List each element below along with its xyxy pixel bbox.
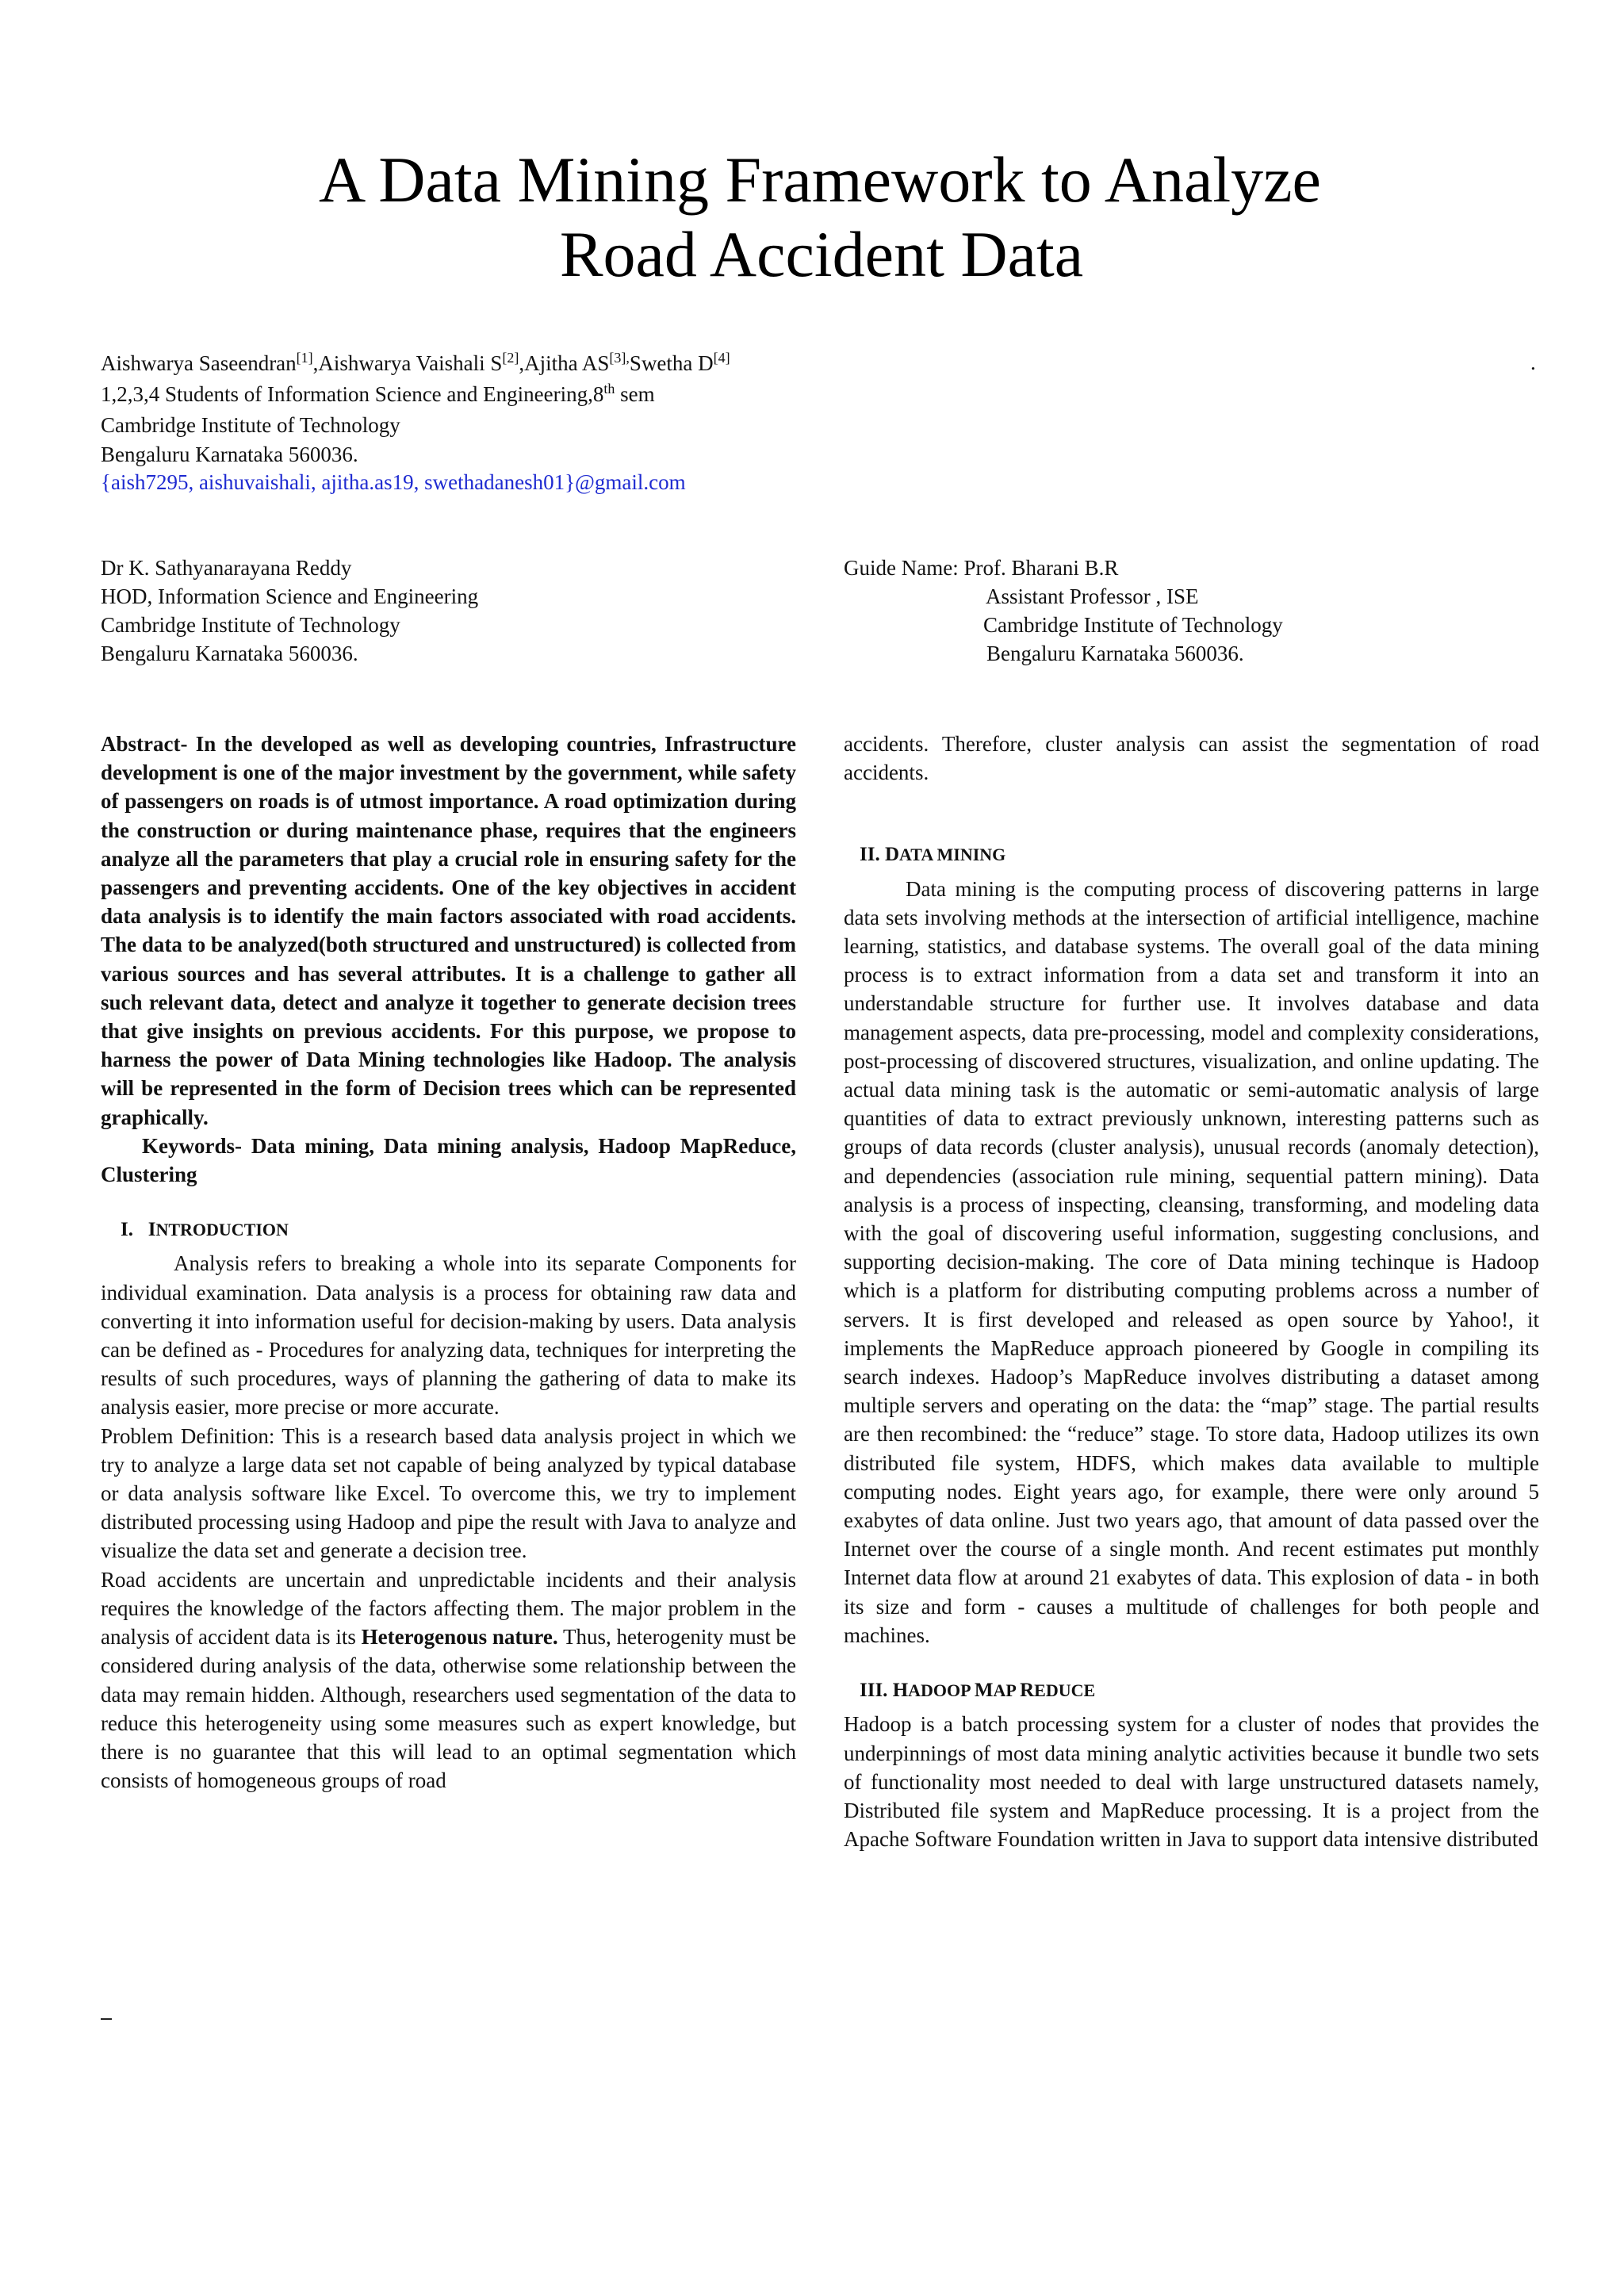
author-2: ,Aishwarya Vaishali S [312,351,503,375]
affiliation-sup: th [603,381,615,397]
author-1-ref: [1] [296,350,313,366]
left-column [101,730,796,1795]
section-1-rest: NTRODUCTION [155,1220,289,1240]
author-1: Aishwarya Saseendran [101,351,297,375]
affiliation-sem: sem [615,382,655,406]
author-3-ref: [3], [609,350,630,366]
intro-paragraph-2: Problem Definition: This is a research based data analysis project in which we try to analyze a large data set not capable of being analyzed by typical database or data analysis software like Excel. To overcome this, we try to implement distributed processing using Hadoop and pipe the result with Java to analyze and visualize the data set and generate a decision tree. [101,1423,796,1563]
title-line-1: A Data Mining Framework to Analyze [319,144,1321,216]
section-3-rest-1: ADOOP [908,1680,975,1701]
hod-city: Bengaluru Karnataka 560036. [101,642,358,665]
hod-name: Dr K. Sathyanarayana Reddy [101,556,352,580]
section-3-rest-2: AP [993,1680,1021,1701]
hod-institute: Cambridge Institute of Technology [101,613,400,637]
guide-city: Bengaluru Karnataka 560036. [986,642,1244,665]
title-line-2: Road Accident Data [559,218,1084,290]
student-affiliation [101,374,655,408]
author-list [101,343,730,377]
section-3-rest-3: EDUCE [1034,1680,1096,1701]
section-2-number: II. [860,844,880,866]
page-dash-mark [101,2018,112,2020]
intro-p3-start: Road accidents are uncertain and unpredictable incidents and their analysis requires the knowledge of the factors affecting them. The major problem in the analysis of accident data is its [101,1567,796,1649]
author-3: ,Ajitha AS [519,351,610,375]
author-4: Swetha D [629,351,714,375]
author-2-ref: [2] [502,350,519,366]
keywords: Keywords- Data mining, Data mining analysis, Hadoop MapReduce, Clustering [101,1133,796,1187]
section-3-number: III. [860,1680,888,1702]
affiliation-text: 1,2,3,4 Students of Information Science and Engineering,8 [101,382,604,406]
guide-institute: Cambridge Institute of Technology [983,613,1283,637]
section-2-initial: D [884,844,900,866]
intro-p3-bold: Heterogenous nature. [361,1625,558,1649]
section-3-initial-2: M [974,1680,994,1702]
intro-p3-end: Thus, heterogenity must be considered during analysis of the data, otherwise some relationship between the data may remain hidden. Although, researchers used segmentation of the data to reduce this heterogeneity using some measures such as expert knowledge, but there is no guarantee that this will lead to an optimal segmentation which consists of homogeneous groups of road [101,1625,797,1793]
section-heading-introduction [101,1216,796,1244]
intro-paragraph-1: Analysis refers to breaking a whole into its separate Components for individual examination. Data analysis is a process for obtaining raw data and converting it into information useful for decision-making by users. Data analysis can be defined as - Procedures for analyzing data, techniques for interpreting the results of such procedures, ways of planning the gathering of data to make its analysis easier, more precise or more accurate. [101,1251,796,1420]
student-institute: Cambridge Institute of Technology [101,413,400,437]
section-1-initial: I [147,1219,156,1241]
author-emails: {aish7295, aishuvaishali, ajitha.as19, swethadanesh01}@gmail.com [101,470,686,494]
trailing-dot: . [1530,351,1536,374]
section-1-number: I. [121,1219,133,1241]
guide-role: Assistant Professor , ISE [986,584,1199,608]
guide-name: Guide Name: Prof. Bharani B.R [844,556,1119,580]
intro-continuation: accidents. Therefore, cluster analysis can assist the segmentation of road accidents. [844,732,1539,785]
right-column [844,730,1539,1853]
abstract: Abstract- In the developed as well as developing countries, Infrastructure development is one of the major investment by the government, while safety of passengers on roads is of utmost importance. A road optimization during the construction or during maintenance phase, requires that the engineers analyze all the parameters that play a crucial role in ensuring safety for the passengers and preventing accidents. One of the key objectives in accident data analysis is to identify the main factors associated with road accidents. The data to be analyzed(both structured and unstructured) is collected from various sources and has several attributes. It is a challenge to gather all such relevant data, detect and analyze it together to generate decision trees that give insights on previous accidents. For this purpose, we propose to harness the power of Data Mining technologies like Hadoop. The analysis will be represented in the form of Decision trees which can be represented graphically. [101,732,796,1129]
section-2-rest: ATA MINING [899,845,1006,865]
section-heading-hadoop [844,1676,1539,1705]
hadoop-paragraph: Hadoop is a batch processing system for a cluster of nodes that provides the underpinnings of most data mining analytic activities because it bundle two sets of functionality most needed to deal with large unstructured datasets namely, Distributed file system and MapReduce processing. It is a project from the Apache Software Foundation written in Java to support data intensive distributed [844,1712,1539,1852]
section-heading-data-mining [844,841,1539,869]
hod-role: HOD, Information Science and Engineering [101,584,479,608]
paper-title [0,143,1624,292]
section-3-initial-3: R [1020,1680,1035,1702]
student-city: Bengaluru Karnataka 560036. [101,443,358,466]
section-3-initial-1: H [892,1680,909,1702]
intro-paragraph-3 [101,1565,796,1795]
data-mining-paragraph: Data mining is the computing process of discovering patterns in large data sets involving methods at the intersection of artificial intelligence, machine learning, statistics, and database systems. The overall goal of the data mining process is to extract information from a data set and transform it into an understandable structure for further use. It involves database and data management aspects, data pre-processing, model and complexity considerations, post-processing of discovered structures, visualization, and online updating. The actual data mining task is the automatic or semi-automatic analysis of large quantities of data to extract previously unknown, interesting patterns such as groups of data records (cluster analysis), unusual records (anomaly detection), and dependencies (association rule mining, sequential pattern mining). Data analysis is a process of inspecting, cleansing, transforming, and modeling data with the goal of discovering useful information, suggesting conclusions, and supporting decision-making. The core of Data mining techinque is Hadoop which is a platform for distributing computing problems across a number of servers. It is first developed and released as open source by Yahoo!, it implements the MapReduce approach pioneered by Google in compiling its search indexes. Hadoop’s MapReduce involves distributing a dataset among multiple servers and operating on the data: the “map” stage. The partial results are then recombined: the “reduce” stage. To store data, Hadoop utilizes its own distributed file system, HDFS, which makes data available to multiple computing nodes. Eight years ago, for example, there were only around 5 exabytes of data online. Just two years ago, that amount of data passed over the Internet over the course of a single month. And recent estimates put monthly Internet data flow at around 21 exabytes of data. This explosion of data - in both its size and form - causes a multitude of challenges for both people and machines. [844,876,1539,1647]
author-4-ref: [4] [713,350,730,366]
